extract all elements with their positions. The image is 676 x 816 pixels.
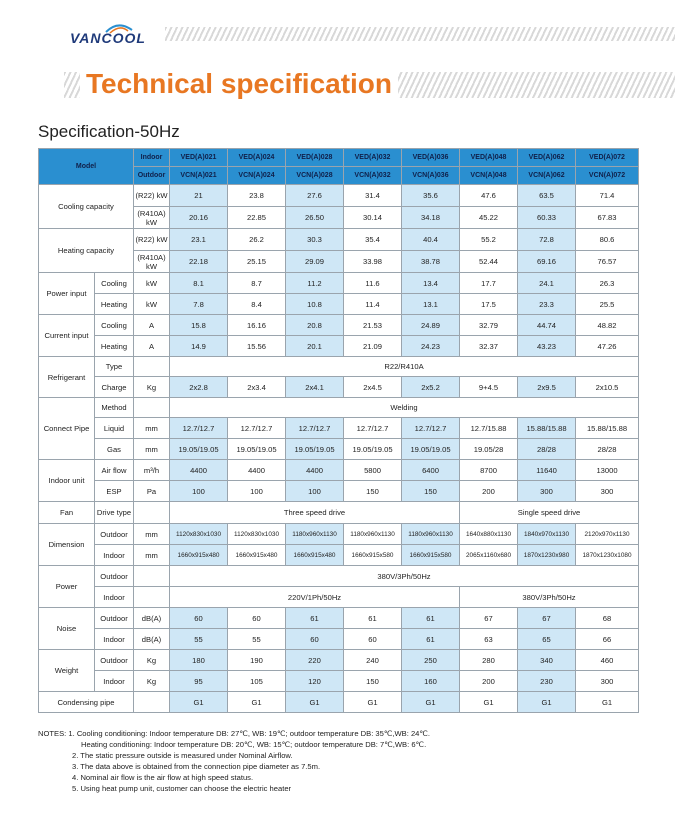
value-cell: 11.6 [344,273,402,294]
value-cell: 1180x960x1130 [344,524,402,545]
unit-cell: (R22) kW [134,229,170,251]
value-cell: 1180x960x1130 [286,524,344,545]
value-cell: 26.3 [576,273,639,294]
value-cell: G1 [228,692,286,713]
value-cell: 7.8 [170,294,228,315]
value-cell: 44.74 [518,315,576,336]
value-cell: 150 [344,671,402,692]
sub-label: Heating [95,294,134,315]
notes [38,728,430,794]
value-cell: 55 [228,629,286,650]
value-cell: 105 [228,671,286,692]
value-cell: 68 [576,608,639,629]
row-label: Current input [39,315,95,357]
value-cell: 48.82 [576,315,639,336]
value-cell: 52.44 [460,251,518,273]
note-line: NOTES: 1. Cooling conditioning: Indoor temperature DB: 27℃, WB: 19℃; outdoor temperature DB: 35℃,WB: 24℃. [38,729,431,738]
value-cell: 71.4 [576,185,639,207]
value-cell: 8.4 [228,294,286,315]
merged-value: Three speed drive [170,502,460,524]
value-cell: 2x3.4 [228,377,286,398]
unit-cell: kW [134,273,170,294]
value-cell: 40.4 [402,229,460,251]
value-cell: 24.89 [402,315,460,336]
value-cell: 63.5 [518,185,576,207]
value-cell: 23.8 [228,185,286,207]
value-cell: G1 [344,692,402,713]
value-cell: 1180x960x1130 [402,524,460,545]
value-cell: G1 [402,692,460,713]
value-cell: 15.88/15.88 [518,418,576,439]
value-cell: 55.2 [460,229,518,251]
merged-value: 380V/3Ph/50Hz [170,566,639,587]
value-cell: 13.4 [402,273,460,294]
unit-cell: (R410A) kW [134,207,170,229]
unit-cell: dB(A) [134,608,170,629]
value-cell: 72.8 [518,229,576,251]
value-cell: 8.7 [228,273,286,294]
value-cell: 32.79 [460,315,518,336]
value-cell: 17.5 [460,294,518,315]
sub-label: Charge [95,377,134,398]
value-cell: 17.7 [460,273,518,294]
value-cell: 35.4 [344,229,402,251]
value-cell: G1 [518,692,576,713]
value-cell: 25.5 [576,294,639,315]
value-cell: 1640x880x1130 [460,524,518,545]
value-cell: 1660x915x480 [170,545,228,566]
row-label: Cooling capacity [39,185,134,229]
sub-label: Indoor [95,671,134,692]
value-cell: 150 [402,481,460,502]
value-cell: 1660x915x480 [228,545,286,566]
value-cell: 25.15 [228,251,286,273]
value-cell: 47.26 [576,336,639,357]
value-cell: 100 [228,481,286,502]
value-cell: 230 [518,671,576,692]
unit-cell: (R22) kW [134,185,170,207]
value-cell: 45.22 [460,207,518,229]
value-cell: 60.33 [518,207,576,229]
sub-label: Indoor [95,545,134,566]
value-cell: 21.53 [344,315,402,336]
value-cell: 1840x970x1130 [518,524,576,545]
indoor-model: VED(A)036 [402,149,460,167]
brand-logo [70,20,160,50]
value-cell: 11.4 [344,294,402,315]
value-cell: 5800 [344,460,402,481]
unit-cell: (R410A) kW [134,251,170,273]
sub-label: ESP [95,481,134,502]
value-cell: 34.18 [402,207,460,229]
indoor-model: VED(A)062 [518,149,576,167]
unit-cell: m³/h [134,460,170,481]
sub-label: Outdoor [95,566,134,587]
value-cell: 300 [576,481,639,502]
value-cell: 8.1 [170,273,228,294]
value-cell: G1 [576,692,639,713]
value-cell: 1660x915x580 [344,545,402,566]
unit-cell: Kg [134,377,170,398]
value-cell: 61 [286,608,344,629]
value-cell: 12.7/12.7 [228,418,286,439]
unit-cell: mm [134,418,170,439]
value-cell: 100 [286,481,344,502]
value-cell: 19.05/19.05 [170,439,228,460]
value-cell: 24.23 [402,336,460,357]
value-cell: 2x4.1 [286,377,344,398]
unit-cell: mm [134,439,170,460]
value-cell: 100 [170,481,228,502]
outdoor-model: VCN(A)072 [576,167,639,185]
value-cell: 66 [576,629,639,650]
value-cell: 60 [228,608,286,629]
value-cell: 12.7/15.88 [460,418,518,439]
outdoor-model: VCN(A)062 [518,167,576,185]
note-line: 3. The data above is obtained from the connection pipe diameter as 7.5m. [72,762,321,771]
value-cell: 95 [170,671,228,692]
sub-label: Cooling [95,315,134,336]
row-label: Power [39,566,95,608]
row-label: Condensing pipe [39,692,134,713]
value-cell: 55 [170,629,228,650]
value-cell: 12.7/12.7 [344,418,402,439]
unit-cell: mm [134,545,170,566]
value-cell: 150 [344,481,402,502]
unit-cell: Kg [134,671,170,692]
indoor-model: VED(A)072 [576,149,639,167]
value-cell: 61 [402,608,460,629]
value-cell: 200 [460,481,518,502]
sub-label: Outdoor [95,650,134,671]
row-label: Indoor unit [39,460,95,502]
row-label: Noise [39,608,95,650]
sub-label: Heating [95,336,134,357]
outdoor-header: Outdoor [134,167,170,185]
row-label: Refrigerant [39,357,95,398]
row-label: Power input [39,273,95,315]
value-cell: 1660x915x480 [286,545,344,566]
value-cell: 29.09 [286,251,344,273]
unit-cell: kW [134,294,170,315]
value-cell: 26.2 [228,229,286,251]
value-cell: 21 [170,185,228,207]
value-cell: 26.50 [286,207,344,229]
note-line: 2. The static pressure outside is measured under Nominal Airflow. [72,751,293,760]
value-cell: 38.78 [402,251,460,273]
value-cell: 43.23 [518,336,576,357]
value-cell: 250 [402,650,460,671]
value-cell: 19.05/19.05 [344,439,402,460]
spec-table [38,148,639,713]
page-title: Technical specification [80,66,398,102]
value-cell: 61 [402,629,460,650]
value-cell: 19.05/19.05 [228,439,286,460]
value-cell: 20.8 [286,315,344,336]
merged-value: Single speed drive [460,502,639,524]
value-cell: 19.05/19.05 [286,439,344,460]
value-cell: 2x10.5 [576,377,639,398]
value-cell: 2x9.5 [518,377,576,398]
value-cell: 12.7/12.7 [402,418,460,439]
value-cell: 14.9 [170,336,228,357]
indoor-model: VED(A)021 [170,149,228,167]
indoor-model: VED(A)048 [460,149,518,167]
indoor-model: VED(A)024 [228,149,286,167]
value-cell: 47.6 [460,185,518,207]
value-cell: 63 [460,629,518,650]
value-cell: 1120x830x1030 [228,524,286,545]
value-cell: 23.1 [170,229,228,251]
sub-label: Outdoor [95,524,134,545]
value-cell: 300 [576,671,639,692]
note-line: 5. Using heat pump unit, customer can choose the electric heater [72,784,292,793]
value-cell: 30.3 [286,229,344,251]
unit-cell: mm [134,524,170,545]
row-label: Fan [39,502,95,524]
merged-value: 220V/1Ph/50Hz [170,587,460,608]
section-subtitle: Specification-50Hz [38,122,180,141]
value-cell: 200 [460,671,518,692]
value-cell: 20.1 [286,336,344,357]
outdoor-model: VCN(A)024 [228,167,286,185]
value-cell: 4400 [228,460,286,481]
value-cell: 35.6 [402,185,460,207]
value-cell: 76.57 [576,251,639,273]
value-cell: 180 [170,650,228,671]
indoor-header: Indoor [134,149,170,167]
value-cell: G1 [460,692,518,713]
header-stripes [165,27,675,41]
value-cell: 460 [576,650,639,671]
value-cell: 240 [344,650,402,671]
value-cell: 61 [344,608,402,629]
sub-label: Type [95,357,134,377]
value-cell: 67 [518,608,576,629]
value-cell: 220 [286,650,344,671]
value-cell: 69.16 [518,251,576,273]
unit-cell: A [134,336,170,357]
unit-cell: dB(A) [134,629,170,650]
value-cell: 67.83 [576,207,639,229]
value-cell: 190 [228,650,286,671]
value-cell: 13.1 [402,294,460,315]
value-cell: 8700 [460,460,518,481]
value-cell: 28/28 [576,439,639,460]
value-cell: 60 [170,608,228,629]
value-cell: 20.16 [170,207,228,229]
value-cell: 1870x1230x1080 [576,545,639,566]
row-label: Dimension [39,524,95,566]
outdoor-model: VCN(A)036 [402,167,460,185]
value-cell: 2x2.8 [170,377,228,398]
outdoor-model: VCN(A)032 [344,167,402,185]
outdoor-model: VCN(A)028 [286,167,344,185]
value-cell: 65 [518,629,576,650]
sub-label: Drive type [95,502,134,524]
sub-label: Indoor [95,629,134,650]
value-cell: 1120x830x1030 [170,524,228,545]
sub-label: Air flow [95,460,134,481]
value-cell: 19.05/28 [460,439,518,460]
sub-label: Indoor [95,587,134,608]
value-cell: 1660x915x580 [402,545,460,566]
value-cell: 12.7/12.7 [170,418,228,439]
unit-cell: Kg [134,650,170,671]
value-cell: 2120x970x1130 [576,524,639,545]
value-cell: 280 [460,650,518,671]
value-cell: G1 [286,692,344,713]
value-cell: 33.98 [344,251,402,273]
value-cell: 2x5.2 [402,377,460,398]
sub-label: Outdoor [95,608,134,629]
indoor-model: VED(A)032 [344,149,402,167]
value-cell: 2x4.5 [344,377,402,398]
merged-value: 380V/3Ph/50Hz [460,587,639,608]
value-cell: 15.56 [228,336,286,357]
value-cell: 9+4.5 [460,377,518,398]
value-cell: 2065x1160x680 [460,545,518,566]
value-cell: 160 [402,671,460,692]
value-cell: 6400 [402,460,460,481]
value-cell: 15.8 [170,315,228,336]
outdoor-model: VCN(A)048 [460,167,518,185]
note-line: 4. Nominal air flow is the air flow at high speed status. [72,773,254,782]
sub-label: Gas [95,439,134,460]
value-cell: 60 [286,629,344,650]
sub-label: Cooling [95,273,134,294]
value-cell: 67 [460,608,518,629]
value-cell: 11640 [518,460,576,481]
value-cell: 12.7/12.7 [286,418,344,439]
value-cell: 28/28 [518,439,576,460]
value-cell: 21.09 [344,336,402,357]
value-cell: 10.8 [286,294,344,315]
value-cell: 24.1 [518,273,576,294]
row-label: Connect Pipe [39,398,95,460]
model-header: Model [39,149,134,185]
merged-value: R22/R410A [170,357,639,377]
value-cell: 16.16 [228,315,286,336]
value-cell: 23.3 [518,294,576,315]
row-label: Weight [39,650,95,692]
value-cell: 120 [286,671,344,692]
value-cell: 11.2 [286,273,344,294]
sub-label: Method [95,398,134,418]
value-cell: 340 [518,650,576,671]
value-cell: 13000 [576,460,639,481]
brand-name: VANCOOL [70,30,146,46]
value-cell: 32.37 [460,336,518,357]
value-cell: 22.18 [170,251,228,273]
value-cell: 60 [344,629,402,650]
value-cell: 30.14 [344,207,402,229]
value-cell: 19.05/19.05 [402,439,460,460]
value-cell: 1870x1230x980 [518,545,576,566]
value-cell: 300 [518,481,576,502]
value-cell: 80.6 [576,229,639,251]
value-cell: 15.88/15.88 [576,418,639,439]
sub-label: Liquid [95,418,134,439]
value-cell: 22.85 [228,207,286,229]
outdoor-model: VCN(A)021 [170,167,228,185]
note-line: Heating conditioning: Indoor temperature DB: 20℃, WB: 15℃; outdoor temperature DB: 7℃,WB: 6℃. [81,740,427,749]
unit-cell: A [134,315,170,336]
value-cell: 31.4 [344,185,402,207]
indoor-model: VED(A)028 [286,149,344,167]
value-cell: 4400 [170,460,228,481]
merged-value: Welding [170,398,639,418]
value-cell: 4400 [286,460,344,481]
unit-cell: Pa [134,481,170,502]
value-cell: G1 [170,692,228,713]
row-label: Heating capacity [39,229,134,273]
value-cell: 27.6 [286,185,344,207]
